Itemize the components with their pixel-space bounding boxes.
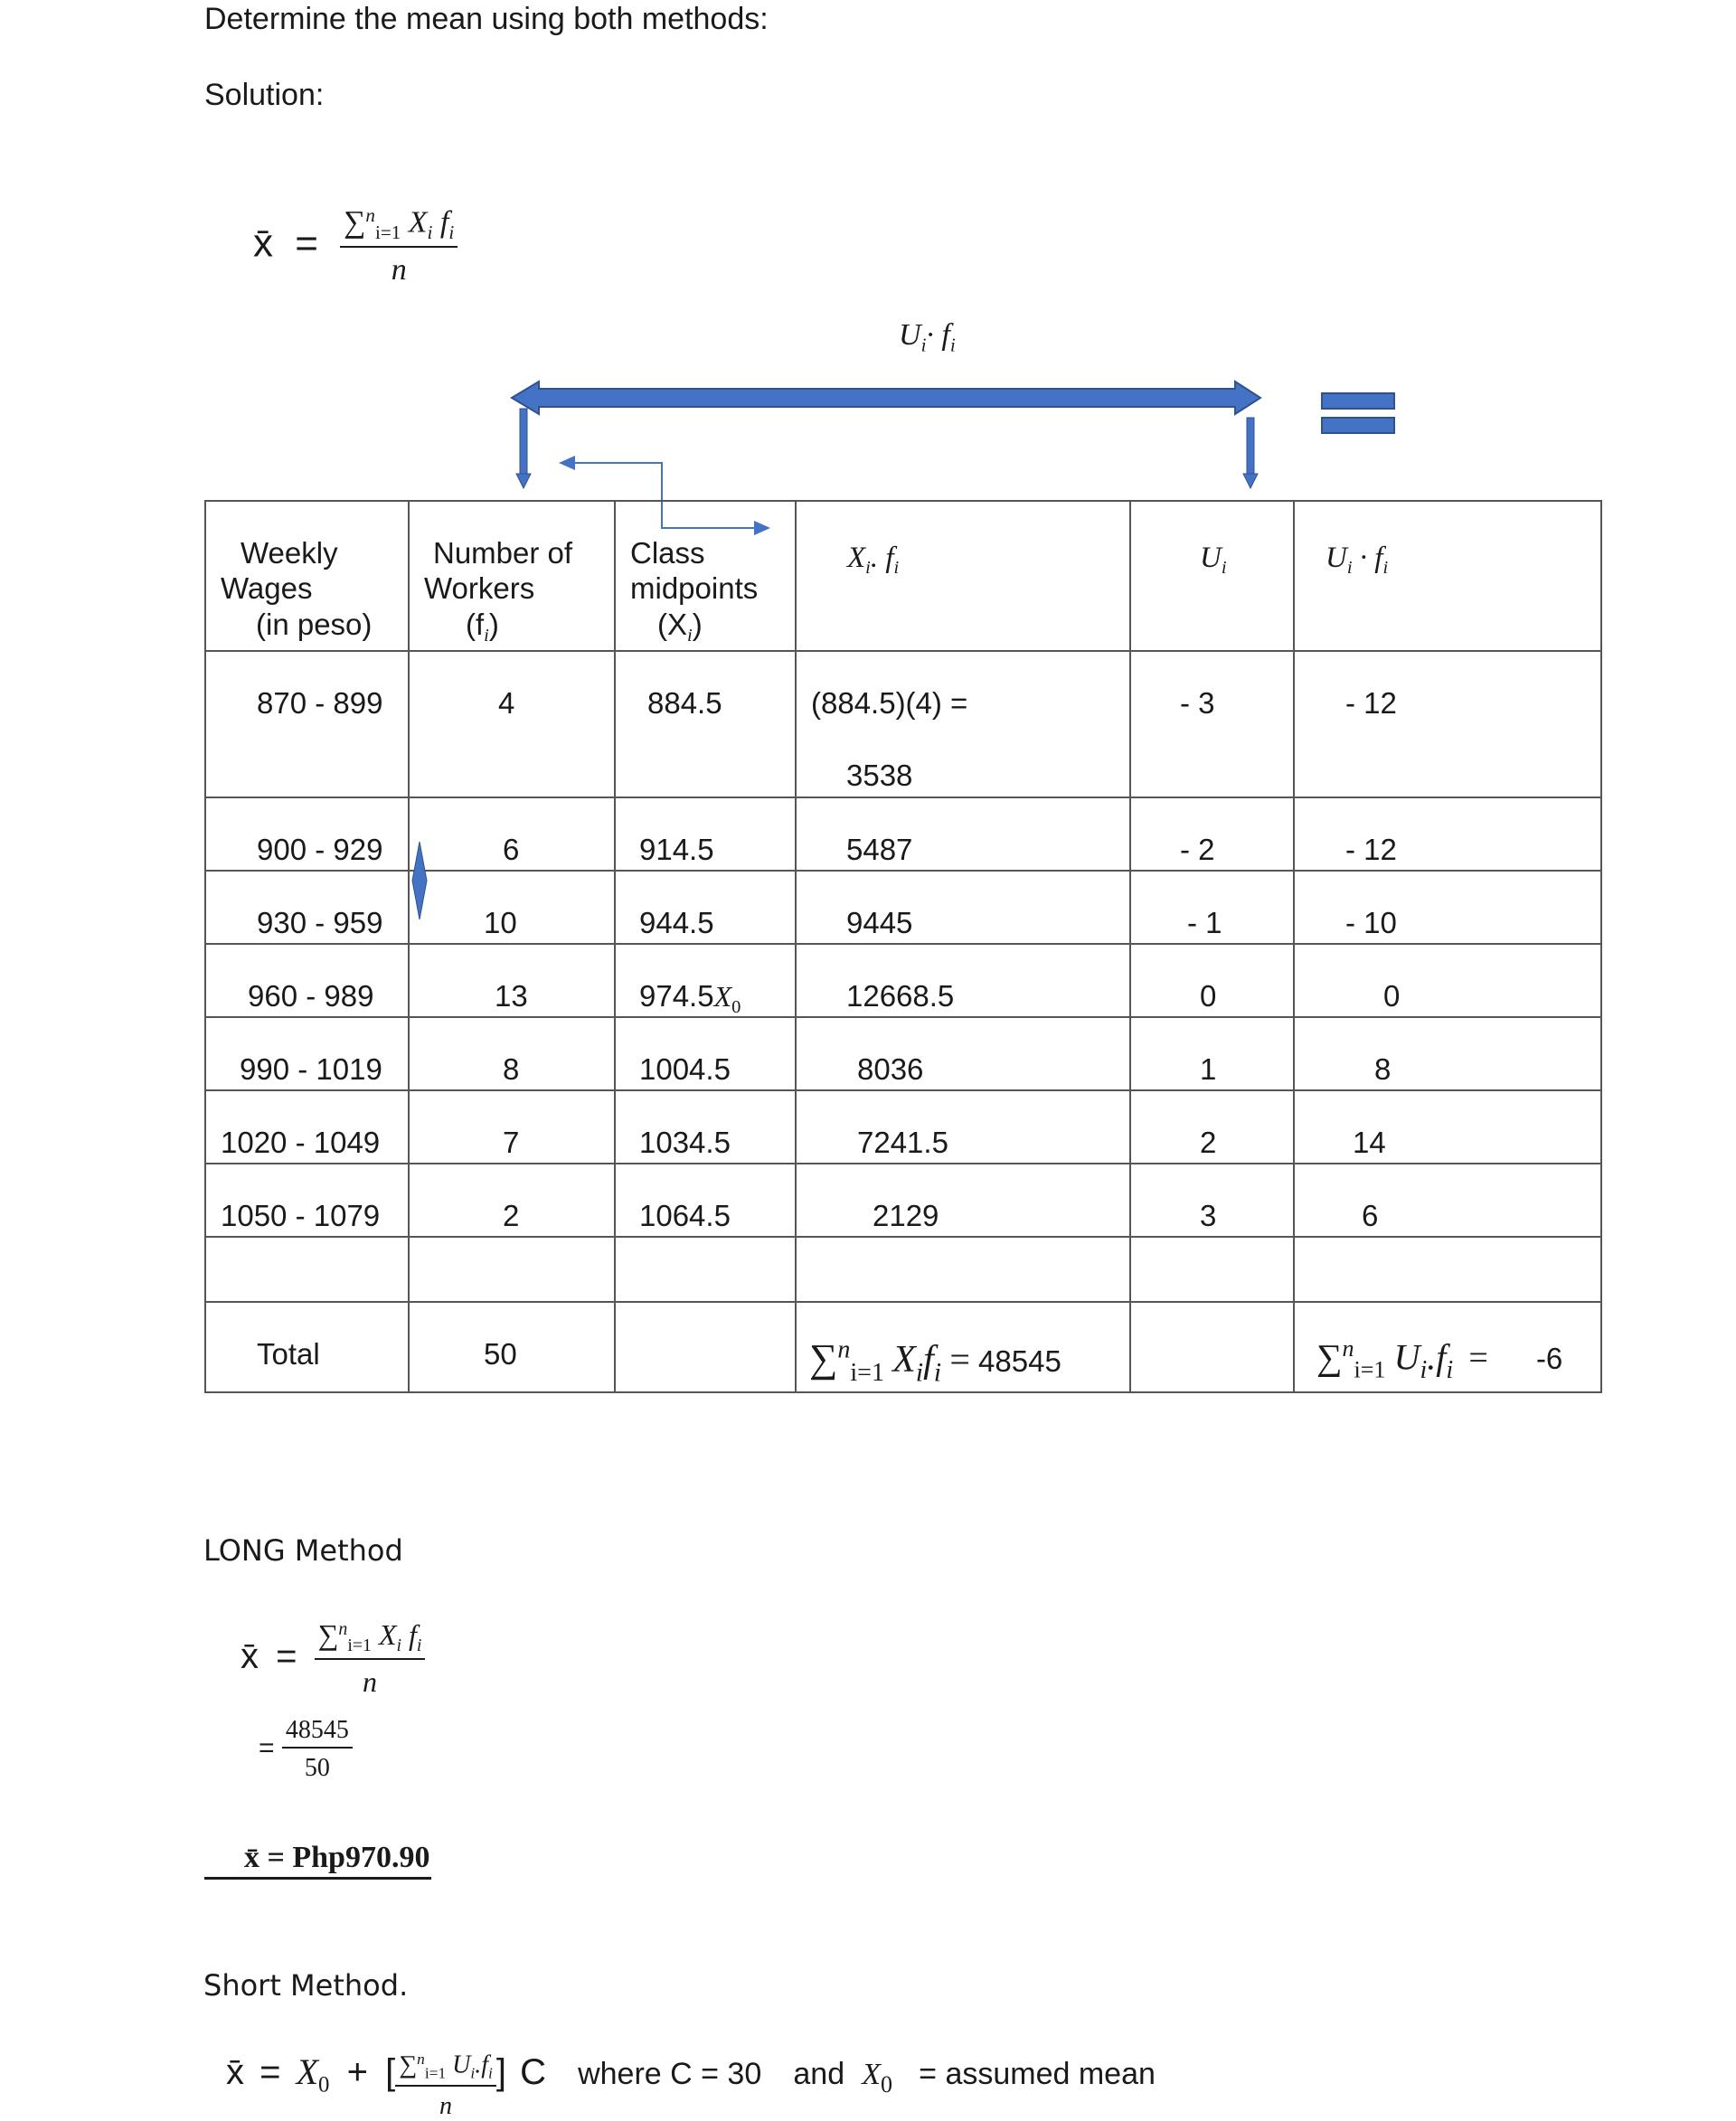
sigma-upper: n (365, 204, 375, 226)
header-xf: $X_i$. $f_i$ (796, 501, 1130, 651)
equals-sign: = (295, 221, 318, 266)
header-uf: $U_i \cdot f_i$ (1294, 501, 1601, 651)
x0-marker: X (713, 980, 732, 1013)
arrow-diagram (0, 0, 1736, 542)
long-method-title: LONG Method (203, 1533, 403, 1568)
empty-row (205, 1237, 1601, 1302)
short-mean-formula: x̄ = $X_0$ + [ $\frac{\sum^n_{i=1} U_i.f_i}{n}$ ] C where C = 30 and $X_0$ = assumed mean (226, 2050, 1156, 2120)
uf-sum: ∑$^n_{i=1}$ $U_i.f_i = -6$ (1316, 1335, 1563, 1385)
where-clause: where C = 30 (578, 2057, 762, 2091)
double-arrow (512, 382, 1260, 414)
assumed-mean-label: = assumed mean (919, 2057, 1156, 2091)
header-workers: Number of Workers $(f_i)$ (409, 501, 615, 651)
header-midpoints: Class midpoints $(X_i)$ (615, 501, 796, 651)
x-sub: i (427, 221, 433, 243)
table-row: 900 - 929 6 914.5 5487 - 2 - 12 (205, 797, 1601, 871)
sigma-symbol: ∑ (344, 205, 366, 240)
total-row (205, 1302, 1601, 1392)
header-u: $U_i$ (1130, 501, 1294, 651)
table-row: 990 - 1019 8 1004.5 8036 1 8 (205, 1017, 1601, 1090)
f-sub: i (448, 221, 455, 243)
denominator: n (391, 252, 407, 287)
table-row: 930 - 959 10 944.5 9445 - 1 - 10 (205, 871, 1601, 944)
x-term: X (408, 205, 428, 240)
question-text: Determine the mean using both methods: (204, 2, 769, 36)
wages-table (204, 500, 1602, 1393)
long-method-result: x̄ = Php970.90 (204, 1841, 431, 1880)
xf-sum: ∑$^n_{i=1}$ Xifi = 48545 (809, 1335, 1061, 1388)
table-row: 1050 - 1079 2 1064.5 2129 3 6 (205, 1164, 1601, 1237)
total-uf-value: -6 (1535, 1342, 1563, 1376)
diagram-label: $U_i\cdot f_i$ (899, 318, 956, 356)
long-mean-formula: x̄ = $\frac{\sum^n_{i=1} X_i f_i}{n}$ (241, 1618, 425, 1699)
sigma-lower: i=1 (374, 221, 401, 243)
xbar-symbol: x̄ (253, 221, 273, 266)
table-row: 1020 - 1049 7 1034.5 7241.5 2 14 (205, 1090, 1601, 1164)
total-label: Total (257, 1337, 320, 1371)
table-header-row (205, 501, 1601, 651)
long-mean-substitution: = $\frac{48545}{50}$ (259, 1716, 353, 1783)
solution-label: Solution: (204, 78, 325, 112)
total-workers: 50 (484, 1337, 517, 1371)
table-row: 870 - 899 4 884.5 (884.5)(4) = 3538 - 3 - 12 (205, 651, 1601, 797)
table-row: 960 - 989 13 $974.5X_0$ 12668.5 0 0 (205, 944, 1601, 1017)
down-arrow-right (1243, 418, 1258, 488)
total-xf-value: 48545 (978, 1344, 1061, 1378)
short-method-title: Short Method. (203, 1968, 409, 2003)
down-arrow-left (516, 409, 531, 488)
header-wages: Weekly Wages (in peso) (205, 501, 409, 651)
f-term: f (439, 205, 449, 240)
equals-icon (1322, 393, 1394, 433)
